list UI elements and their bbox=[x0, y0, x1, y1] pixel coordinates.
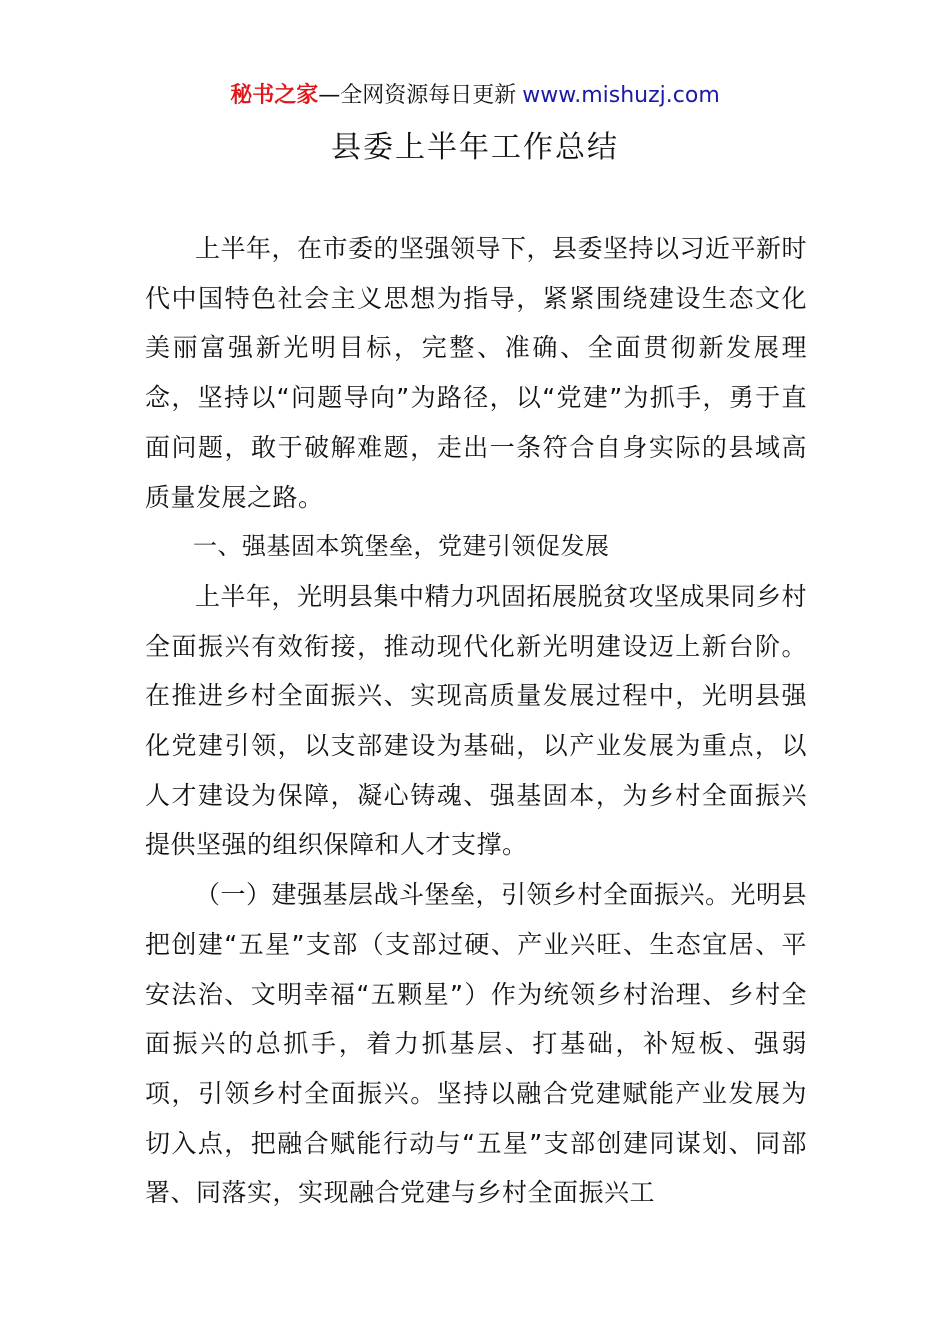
document-title: 县委上半年工作总结 bbox=[331, 130, 619, 165]
paragraph: 上半年，光明县集中精力巩固拓展脱贫攻坚成果同乡村全面振兴有效衔接，推动现代化新光明建设迈上新台阶。在推进乡村全面振兴、实现高质量发展过程中，光明县强化党建引领，以支部建设为基础，以产业发展为重点，以人才建设为保障，凝心铸魂、强基固本，为乡村全面振兴提供坚强的组织保障和人才支撑。 bbox=[145, 581, 808, 860]
paragraph: 上半年，在市委的坚强领导下，县委坚持以习近平新时代中国特色社会主义思想为指导，紧紧围绕建设生态文化美丽富强新光明目标，完整、准确、全面贯彻新发展理念，坚持以“问题导向”为路径，以“党建”为抓手，勇于直面问题，敢于破解难题，走出一条符合自身实际的县域高质量发展之路。 bbox=[145, 234, 808, 512]
site-header bbox=[0, 80, 950, 112]
site-tagline: —全网资源每日更新 bbox=[318, 83, 517, 108]
section-heading: 一、强基固本筑堡垒，党建引领促发展 bbox=[193, 532, 610, 561]
brand-name: 秘书之家 bbox=[230, 83, 319, 108]
document-body bbox=[145, 224, 807, 1218]
site-url[interactable]: www.mishuzj.com bbox=[522, 83, 720, 108]
paragraph: （一）建强基层战斗堡垒，引领乡村全面振兴。光明县把创建“五星”支部（支部过硬、产业兴旺、生态宜居、平安法治、文明幸福“五颗星”）作为统领乡村治理、乡村全面振兴的总抓手，着力抓基层、打基础，补短板、强弱项，引领乡村全面振兴。坚持以融合党建赋能产业发展为切入点，把融合赋能行动与“五星”支部创建同谋划、同部署、同落实，实现融合党建与乡村全面振兴工 bbox=[145, 880, 808, 1208]
